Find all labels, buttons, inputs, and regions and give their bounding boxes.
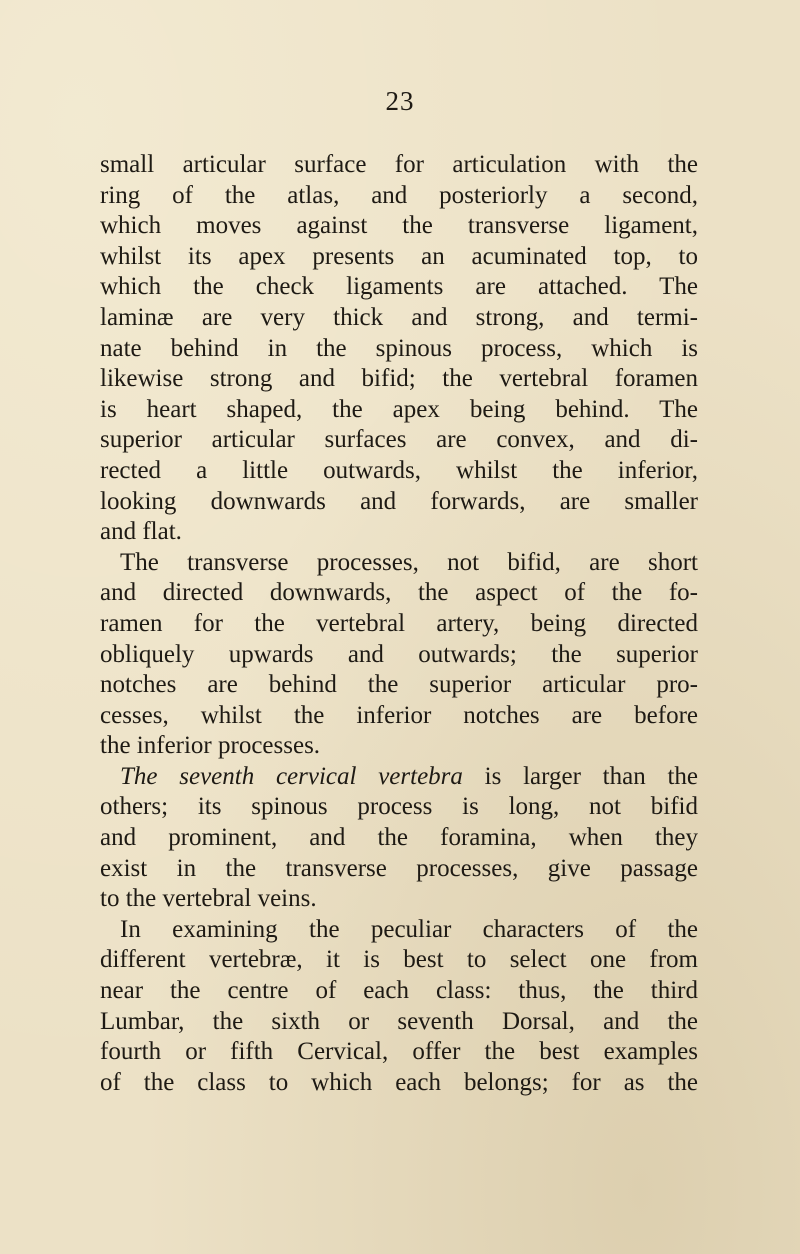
text-line: whilst its apex presents an acuminated top, to [100,242,698,270]
body-text [100,150,698,1098]
text-line: different vertebræ, it is best to select one from [100,946,698,974]
text-line: rected a little outwards, whilst the inferior, [100,456,698,484]
text-line: laminæ are very thick and strong, and termi- [100,303,698,331]
text-line: looking downwards and forwards, are smaller [100,487,698,515]
text-line: nate behind in the spinous process, which is [100,334,698,362]
text-line: of the class to which each belongs; for as the [100,1068,698,1096]
text-line: The transverse processes, not bifid, are short [120,548,698,576]
text-line: others; its spinous process is long, not bifid [100,793,698,821]
text-line: is heart shaped, the apex being behind. The [100,395,698,423]
text-line: fourth or fifth Cervical, offer the best examples [100,1038,698,1066]
text-line: and prominent, and the foramina, when they [100,824,698,852]
text-line: Lumbar, the sixth or seventh Dorsal, and the [100,1007,698,1035]
text-line: exist in the transverse processes, give passage [100,854,698,882]
text-line: which the check ligaments are attached. The [100,273,698,301]
text-line [100,762,698,793]
italic-term: The seventh cervical vertebra [120,762,463,790]
line-text: is larger than the [462,762,698,790]
text-line: superior articular surfaces are convex, and di- [100,426,698,454]
text-line: which moves against the transverse ligament, [100,212,698,240]
text-line: and flat. [100,518,182,546]
text-line: ramen for the vertebral artery, being directed [100,609,698,637]
page-number: 23 [385,86,415,116]
text-line: cesses, whilst the inferior notches are before [100,701,698,729]
text-line: near the centre of each class: thus, the third [100,977,698,1005]
text-line: the inferior processes. [100,732,321,760]
text-line: notches are behind the superior articular pro- [100,671,698,699]
text-line: and directed downwards, the aspect of the fo- [100,579,698,607]
text-line: In examining the peculiar characters of the [120,915,698,943]
text-line: small articular surface for articulation with the [100,151,698,178]
text-line: obliquely upwards and outwards; the superior [100,640,698,668]
text-line: likewise strong and bifid; the vertebral foramen [100,365,698,393]
text-line: to the vertebral veins. [100,885,317,913]
text-line: ring of the atlas, and posteriorly a second, [100,181,698,209]
